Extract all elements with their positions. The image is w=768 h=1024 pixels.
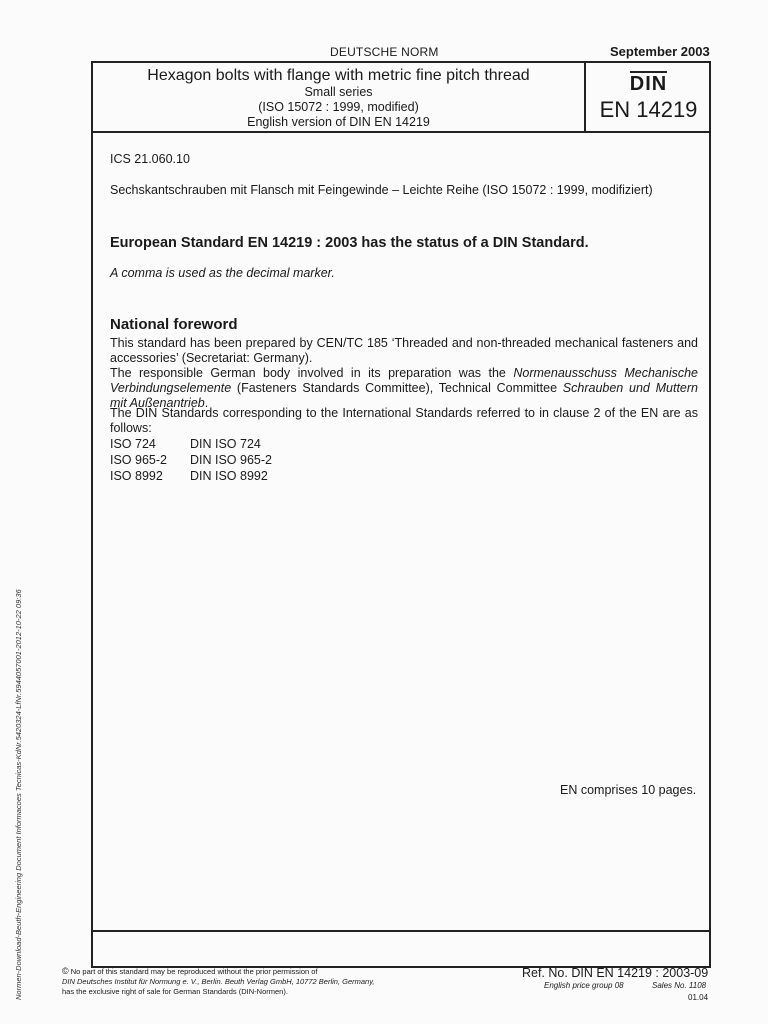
document-subtitle: Small series [304, 85, 373, 99]
decimal-marker-note: A comma is used as the decimal marker. [110, 266, 335, 280]
iso-standard: ISO 965-2 [110, 453, 167, 467]
copyright-line-3: has the exclusive right of sale for German Standards (DIN-Normen). [62, 987, 288, 996]
din-logo: DIN [629, 73, 668, 95]
german-title: Sechskantschrauben mit Flansch mit Feingewinde – Leichte Reihe (ISO 15072 : 1999, modifiziert) [110, 183, 653, 197]
copyright-line-1 [62, 966, 375, 977]
deutsche-norm-label: DEUTSCHE NORM [330, 45, 439, 59]
publication-date: September 2003 [610, 44, 710, 59]
document-title: Hexagon bolts with flange with metric fine pitch thread [147, 67, 530, 84]
copyright-text-1: No part of this standard may be reproduced without the prior permission of [68, 967, 318, 976]
foreword-paragraph-2 [110, 366, 698, 411]
foreword-paragraph-3: The DIN Standards corresponding to the International Standards referred to in clause 2 of the EN are as follows: [110, 406, 698, 435]
reference-row [110, 469, 268, 483]
european-standard-status: European Standard EN 14219 : 2003 has the status of a DIN Standard. [110, 235, 589, 251]
din-standard: DIN ISO 8992 [190, 469, 268, 483]
iso-standard: ISO 724 [110, 437, 156, 451]
copyright-symbol: © [62, 966, 69, 976]
copyright-line-2: DIN Deutsches Institut für Normung e. V., Berlin. Beuth Verlag GmbH, 10772 Berlin, Germany, [62, 977, 375, 986]
footer-divider [93, 930, 709, 932]
foreword-p2-text-c: (Fasteners Standards Committee), Technical Committee [231, 381, 563, 395]
title-block [93, 63, 709, 133]
reference-row [110, 453, 272, 467]
page-count-note: EN comprises 10 pages. [560, 783, 697, 797]
national-foreword-heading: National foreword [110, 316, 238, 333]
copyright-notice [62, 966, 375, 997]
side-watermark: Normen-Download-Beuth-Engineering Document Informacoes Tecnicas-KdNr.5420324-LfNr.5944057001-2012-10-22 09:36 [14, 589, 23, 1000]
iso-reference: (ISO 15072 : 1999, modified) [258, 100, 419, 114]
reference-row [110, 437, 261, 451]
price-group: English price group 08 [544, 981, 624, 990]
foreword-p2-text-e: . [204, 396, 209, 410]
foreword-p2-text-a: The responsible German body involved in its preparation was the [110, 366, 514, 380]
sales-number: Sales No. 1108 [652, 981, 707, 990]
reference-number: Ref. No. DIN EN 14219 : 2003-09 [522, 966, 709, 980]
din-standard: DIN ISO 724 [190, 437, 261, 451]
committee-name-de: Normenausschuss Mechanische Verbindungselemente [110, 366, 698, 395]
ics-code: ICS 21.060.10 [110, 152, 190, 166]
iso-standard: ISO 8992 [110, 469, 163, 483]
din-standard: DIN ISO 965-2 [190, 453, 272, 467]
din-number: EN 14219 [599, 97, 698, 122]
din-column [588, 63, 709, 131]
title-column [93, 63, 586, 131]
english-version: English version of DIN EN 14219 [247, 115, 430, 129]
foreword-paragraph-1: This standard has been prepared by CEN/TC 185 ‘Threaded and non-threaded mechanical fasteners and accessories’ (Secretariat: Germany). [110, 336, 698, 365]
date-code: 01.04 [688, 993, 709, 1002]
technical-committee-name: Schrauben und Muttern mit Außenantrieb [110, 381, 698, 410]
